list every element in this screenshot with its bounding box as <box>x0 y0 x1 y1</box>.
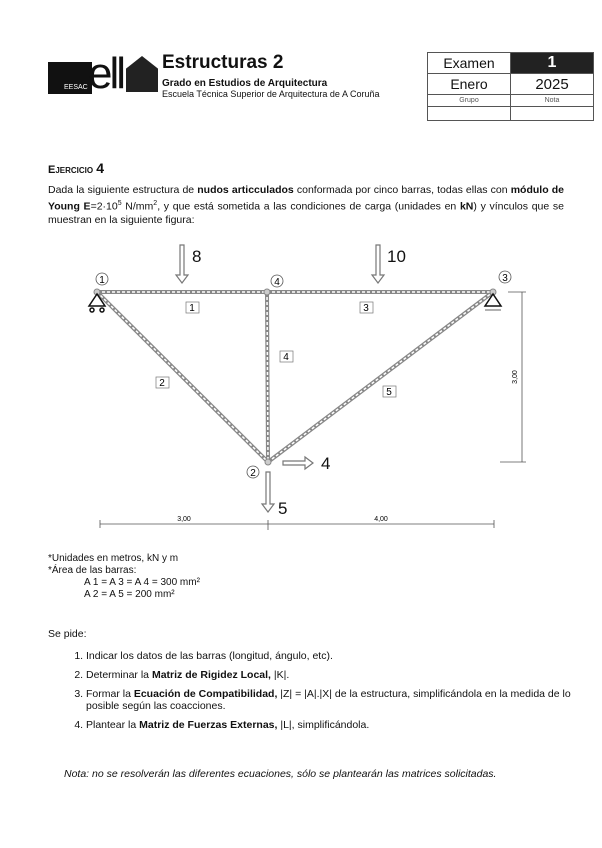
dimension-labels <box>177 370 519 523</box>
bar-label-2: 2 <box>159 378 165 389</box>
final-note: Nota: no se resolverán las diferentes ecuaciones, sólo se plantearán las matrices solicitadas. <box>64 768 497 780</box>
tasks-heading: Se pide: <box>48 628 87 640</box>
text-run: 5 <box>117 200 122 207</box>
load-label-10: 10 <box>387 247 406 266</box>
area-line-2: A 2 = A 5 = 200 mm² <box>84 589 175 600</box>
logo-small-text: EESAC <box>64 84 88 91</box>
units-note: *Unidades en metros, kN y m <box>48 553 179 564</box>
tasks-list <box>72 650 582 738</box>
text-run: , y que está sometida a las condiciones de carga (unidades en <box>157 200 460 213</box>
node-label-1: 1 <box>99 275 105 286</box>
exam-month: Enero <box>428 74 511 95</box>
task-item <box>86 719 582 731</box>
text-run: Dada la siguiente estructura de <box>48 184 198 196</box>
load-arrow-5-icon <box>262 472 274 512</box>
exam-number: 1 <box>511 53 594 74</box>
dimension-lines <box>100 292 526 530</box>
load-label-8: 8 <box>192 247 202 266</box>
exercise-number: 4 <box>96 160 104 176</box>
load-label-4: 4 <box>321 454 331 473</box>
text-run: |L|, simplificándola. <box>277 719 370 731</box>
grade-label: Nota <box>511 95 594 107</box>
dim-left: 3,00 <box>177 516 191 523</box>
text-run: ) y vínculos que se muestran en la siguiente figura: <box>48 200 564 226</box>
text-run: Indicar los datos de las barras (longitud, ángulo, etc). <box>86 650 333 662</box>
node-label-2: 2 <box>250 468 256 479</box>
exam-year: 2025 <box>511 74 594 95</box>
task-item <box>86 650 582 662</box>
exercise-prefix: Ejercicio <box>48 164 94 176</box>
text-run: N/mm <box>121 200 154 213</box>
degree-name: Grado en Estudios de Arquitectura <box>162 78 328 89</box>
dim-height: 3,00 <box>512 370 519 384</box>
text-run: 2 <box>153 200 158 207</box>
bar-label-4: 4 <box>283 352 289 363</box>
node-label-4: 4 <box>274 277 280 288</box>
text-run: kN <box>459 200 474 213</box>
exam-label: Examen <box>428 53 511 74</box>
text-run: nudos articculados <box>197 184 294 196</box>
text-run: Plantear la <box>86 719 140 731</box>
school-name: Escuela Técnica Superior de Arquitectura de A Coruña <box>162 89 380 99</box>
text-run: Determinar la <box>86 669 152 681</box>
text-run: Matriz de Fuerzas Externas, <box>139 719 278 731</box>
course-title: Estructuras 2 <box>162 52 284 73</box>
text-run: conformada por cinco barras, todas ellas con <box>293 184 511 196</box>
bar-label-1: 1 <box>189 303 195 314</box>
bar-label-3: 3 <box>363 303 369 314</box>
bar-label-5: 5 <box>386 387 392 398</box>
load-arrow-8-icon <box>176 245 188 283</box>
dim-right: 4,00 <box>374 516 388 523</box>
text-run: Matriz de Rigidez Local, <box>151 669 271 681</box>
area-title: *Área de las barras: <box>48 565 137 576</box>
group-label: Grupo <box>428 95 511 107</box>
text-run: |K|. <box>270 669 290 681</box>
load-arrow-10-icon <box>372 245 384 283</box>
text-run: módulo de Young E <box>48 184 564 213</box>
load-arrow-4-icon <box>283 457 313 469</box>
text-run: Ecuación de Compatibilidad, <box>133 688 278 700</box>
text-run: |Z| = |A|.|X| de la estructura, simplificándola en la medida de lo posible según las coacciones. <box>86 688 571 712</box>
task-item <box>86 669 582 681</box>
node-labels <box>96 271 511 479</box>
area-line-1: A 1 = A 3 = A 4 = 300 mm² <box>84 577 200 588</box>
load-label-5: 5 <box>278 499 288 518</box>
text-run: =2·10 <box>90 200 118 213</box>
node-joints <box>94 289 496 465</box>
text-run: Formar la <box>86 688 134 700</box>
notes <box>48 553 200 601</box>
logo-ell-text: ell <box>88 49 124 98</box>
bar-labels <box>156 302 396 398</box>
task-item <box>86 688 582 712</box>
node-label-3: 3 <box>502 273 508 284</box>
